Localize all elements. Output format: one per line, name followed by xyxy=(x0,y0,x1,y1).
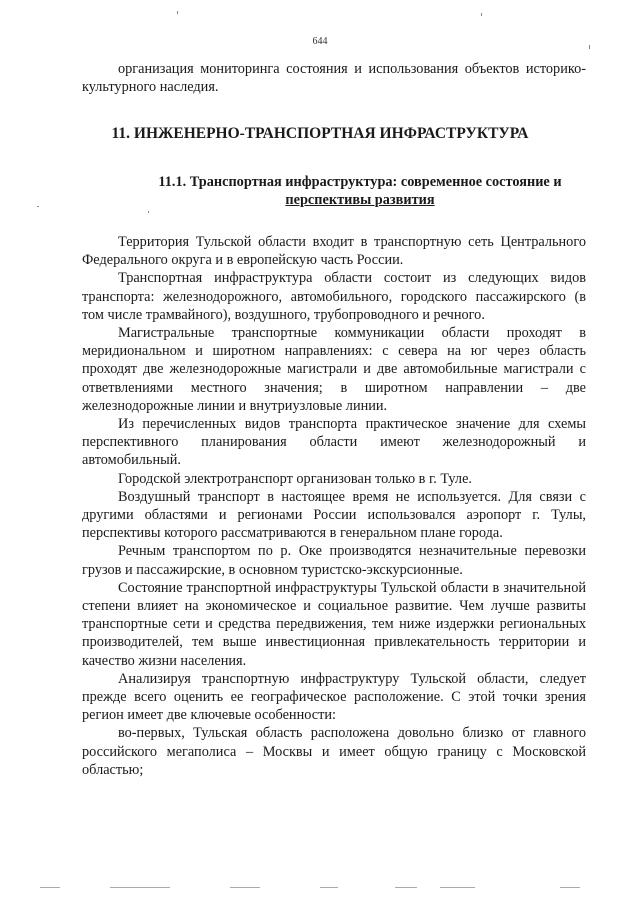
paragraph: Магистральные транспортные коммуникации области проходят в меридиональном и широтном направлениях: с севера на юг через область проходят две железнодорожные магистрали и две автомобильные магистрали с ответвлениями местного значения; в широтном направлении – две железнодорожные линии и внутриузловые линии. xyxy=(82,325,586,414)
scan-bottom-mark xyxy=(230,887,260,888)
scan-bottom-mark xyxy=(560,887,580,888)
paragraph: Городской электротранспорт организован только в г. Туле. xyxy=(118,470,472,487)
paragraph: Из перечисленных видов транспорта практическое значение для схемы перспективного планирования области имеют железнодорожный и автомобильный. xyxy=(82,416,586,469)
scan-speck xyxy=(37,206,39,207)
paragraph: во-первых, Тульская область расположена довольно близко от главного российского мегаполиса – Москвы и имеет общую границу с Московской областью; xyxy=(82,725,586,778)
paragraph: Анализируя транспортную инфраструктуру Тульской области, следует прежде всего оценить ее географическое расположение. С этой точки зрения регион имеет две ключевые особенности: xyxy=(82,670,586,724)
main-text xyxy=(82,233,586,779)
paragraph: Транспортная инфраструктура области состоит из следующих видов транспорта: железнодорожного, автомобильного, городского пассажирского (в том числе трамвайного), воздушного, трубопроводного и речного. xyxy=(82,270,586,323)
scan-speck xyxy=(148,211,149,213)
page-number: 644 xyxy=(312,36,328,47)
paragraph: Территория Тульской области входит в транспортную сеть Центрального Федерального округа и в европейскую часть России. xyxy=(82,234,586,269)
scan-speck xyxy=(481,13,482,16)
paragraph: Состояние транспортной инфраструктуры Тульской области в значительной степени влияет на экономическое и социальное развитие. Чем лучше развиты транспортные сети и средства передвижения, тем ниже издержки региональных производителей, тем выше инвестиционная привлекательность территории и качество жизни населения. xyxy=(82,579,586,669)
paragraph: Речным транспортом по р. Оке производятся незначительные перевозки грузов и пассажирские, в основном туристско-экскурсионные. xyxy=(82,543,586,578)
scan-bottom-mark xyxy=(110,887,170,888)
intro-paragraph: организация мониторинга состояния и использования объектов историко-культурного наследия. xyxy=(82,61,586,96)
subsection-title-line1: 11.1. Транспортная инфраструктура: современное состояние и xyxy=(158,174,562,190)
scan-bottom-mark xyxy=(320,887,338,888)
intro-block xyxy=(82,60,586,96)
scan-bottom-mark xyxy=(40,887,60,888)
section-title: 11. ИНЖЕНЕРНО-ТРАНСПОРТНАЯ ИНФРАСТРУКТУРА xyxy=(111,125,529,142)
subsection-title xyxy=(140,173,580,209)
subsection-title-line2: перспективы развития xyxy=(285,192,435,208)
scan-bottom-mark xyxy=(395,887,417,888)
scan-speck xyxy=(177,11,178,14)
paragraph: Воздушный транспорт в настоящее время не используется. Для связи с другими областями и регионами России использовался аэропорт г. Тулы, перспективы которого рассматриваются в генеральном плане города. xyxy=(82,488,586,542)
scan-bottom-mark xyxy=(440,887,475,888)
